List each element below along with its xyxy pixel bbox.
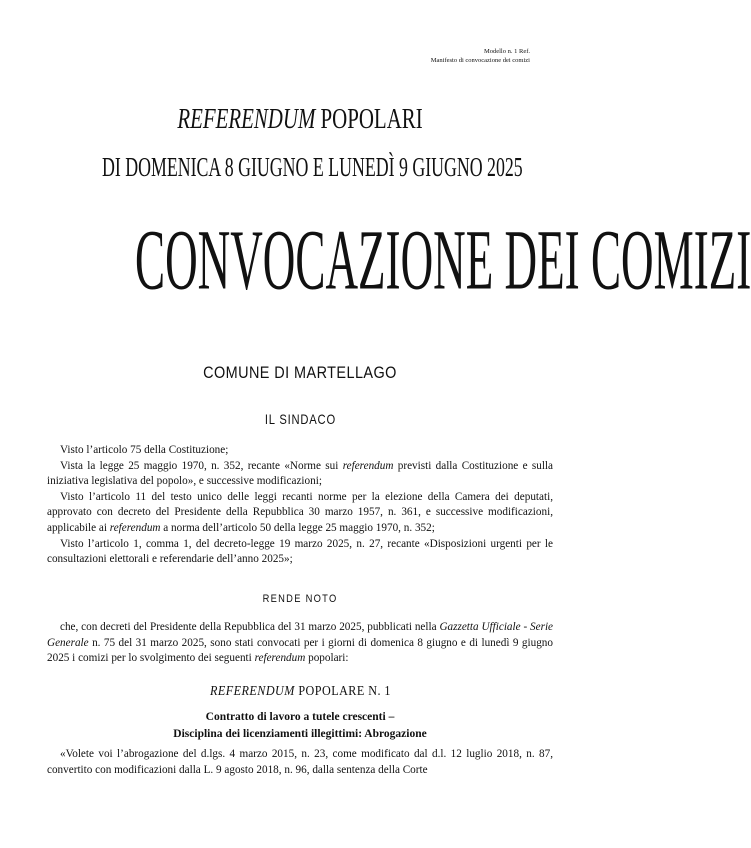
referendum-1-word: REFERENDUM	[209, 683, 295, 698]
comune-name: COMUNE DI MARTELLAGO	[203, 363, 397, 382]
title-convocazione: CONVOCAZIONE DEI COMIZI	[135, 211, 751, 308]
sindaco-heading: IL SINDACO	[264, 411, 336, 427]
referendum-1-quesito	[47, 747, 553, 778]
visto-paragraph-1: Visto l’articolo 75 della Costituzione;	[60, 444, 229, 456]
title-popolari-word: POPOLARI	[320, 103, 423, 135]
visto-paragraph-3: Visto l’articolo 11 del testo unico delle leggi recanti norme per la elezione della Camera dei deputati, approvato con decreto del Presidente della Repubblica 30 marzo 1957, n. 361, e successive modificazioni, applicabile ai referendum a norma dell’articolo 50 della legge 25 maggio 1970, n. 352;	[47, 490, 553, 534]
title-referendum-word: REFERENDUM	[177, 103, 316, 135]
visto-paragraph-4: Visto l’articolo 1, comma 1, del decreto-legge 19 marzo 2025, n. 27, recante «Disposizioni urgenti per le consultazioni elettorali e referendarie dell’anno 2025»;	[47, 537, 553, 566]
referendum-1-subtitle-line-1: Contratto di lavoro a tutele crescenti –	[205, 711, 395, 723]
referendum-1-subtitle	[0, 709, 600, 743]
modello-line-1: Modello n. 1 Ref.	[483, 48, 530, 55]
referendum-1-subtitle-line-2: Disciplina dei licenziamenti illegittimi: Abrogazione	[173, 728, 427, 740]
referendum-1-title	[0, 683, 600, 699]
rende-noto-heading: RENDE NOTO	[262, 593, 338, 605]
quesito-paragraph: «Volete voi l’abrogazione del d.lgs. 4 marzo 2015, n. 23, come modificato dal d.l. 12 luglio 2018, n. 87, convertito con modificazioni dalla L. 9 agosto 2018, n. 96, dalla sentenza della Corte	[47, 748, 553, 776]
che-section	[47, 620, 553, 667]
visto-paragraph-2: Vista la legge 25 maggio 1970, n. 352, recante «Norme sui referendum previsti dalla Costituzione e sulla iniziativa legislativa del popolo», e successive modificazioni;	[47, 459, 553, 488]
modello-label	[431, 47, 530, 65]
title-dates: DI DOMENICA 8 GIUGNO E LUNEDÌ 9 GIUGNO 2025	[101, 152, 523, 182]
che-paragraph: che, con decreti del Presidente della Repubblica del 31 marzo 2025, pubblicati nella Gazzetta Ufficiale - Serie Generale n. 75 del 31 marzo 2025, sono stati convocati per i giorni di domenica 8 giugno e di lunedì 9 giugno 2025 i comizi per lo svolgimento dei seguenti referendum popolari:	[47, 621, 554, 665]
modello-line-2: Manifesto di convocazione dei comizi	[430, 57, 530, 64]
referendum-1-rest: POPOLARE N. 1	[297, 683, 391, 698]
visto-section	[47, 443, 553, 568]
title-referendum-popolari	[0, 103, 600, 136]
